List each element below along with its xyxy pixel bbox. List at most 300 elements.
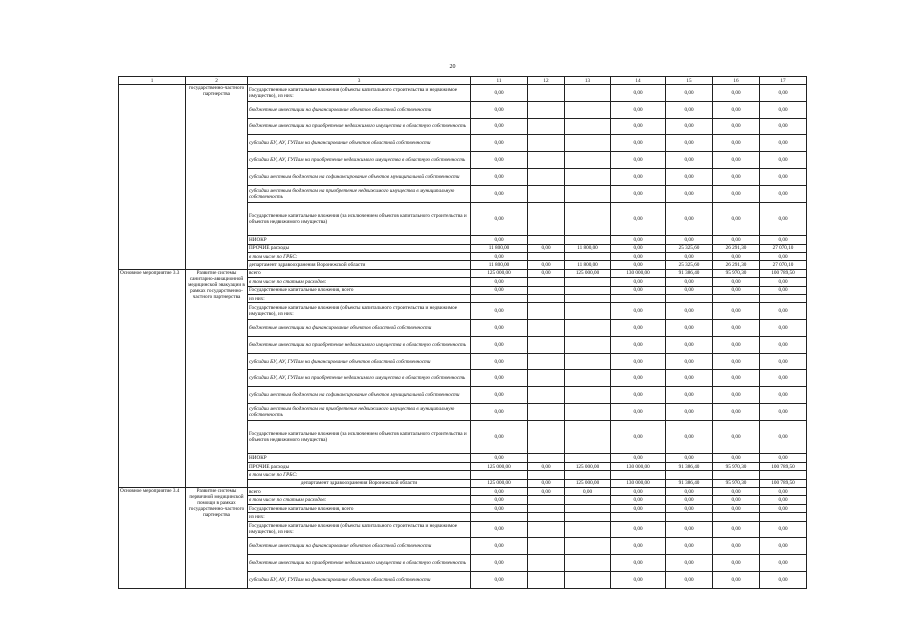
value-cell [528,336,565,353]
value-cell: 0,00 [760,320,807,337]
value-cell: 0,00 [713,488,760,496]
value-cell: 0,00 [713,168,760,185]
value-cell [528,370,565,387]
row-label: Государственные капитальные вложения (объекты капитального строительства и недвижимое имущество), из них: [248,85,471,102]
table-row [119,269,807,277]
value-cell: 0,00 [471,236,528,244]
header-row [119,77,807,85]
row-label: департамент здравоохранения Воронежской области [248,261,471,269]
value-cell: 0,00 [611,538,666,555]
value-cell: 125 000,00 [565,479,611,487]
value-cell: 0,00 [760,85,807,102]
value-cell: 125 000,00 [471,479,528,487]
column-header: 15 [666,77,713,85]
row-label: субсидии местным бюджетам на приобретение недвижимого имущества в муниципальную собственность [248,404,471,421]
value-cell: 130 000,00 [611,462,666,470]
value-cell: 91 386,40 [666,479,713,487]
value-cell: 0,00 [611,261,666,269]
value-cell: 0,00 [760,236,807,244]
row-label: в том числе по ГРБС: [248,471,471,479]
value-cell: 100 789,50 [760,462,807,470]
value-cell [565,101,611,118]
value-cell: 0,00 [713,303,760,320]
value-cell [528,420,565,454]
value-cell: 125 000,00 [565,462,611,470]
value-cell: 0,00 [471,454,528,462]
value-cell [565,152,611,169]
table-body [119,77,807,589]
value-cell [528,168,565,185]
row-label: Государственные капитальные вложения (за исключением объектов капитального строительства и объектов недвижимого имущества) [248,420,471,454]
value-cell [528,185,565,202]
value-cell: 0,00 [611,85,666,102]
value-cell: 0,00 [760,168,807,185]
value-cell: 0,00 [611,370,666,387]
value-cell: 0,00 [760,286,807,294]
value-cell: 0,00 [760,504,807,512]
value-cell [565,521,611,538]
value-cell: 0,00 [611,252,666,260]
value-cell: 0,00 [713,101,760,118]
value-cell: 0,00 [611,420,666,454]
value-cell: 0,00 [471,488,528,496]
value-cell [528,513,565,521]
value-cell [528,85,565,102]
value-cell: 0,00 [666,488,713,496]
value-cell: 0,00 [760,353,807,370]
value-cell [565,85,611,102]
value-cell: 0,00 [471,538,528,555]
value-cell: 0,00 [760,521,807,538]
column-header: 13 [565,77,611,85]
row-label: всего [248,269,471,277]
value-cell: 125 000,00 [565,269,611,277]
value-cell: 0,00 [666,252,713,260]
value-cell: 0,00 [713,252,760,260]
value-cell: 0,00 [611,488,666,496]
value-cell [528,521,565,538]
value-cell [528,454,565,462]
value-cell: 0,00 [611,496,666,504]
value-cell: 0,00 [713,538,760,555]
activity-name: Развитие системы первичной медицинской помощи в рамках государственно-частного партнерства [186,488,248,589]
value-cell: 130 000,00 [611,479,666,487]
value-cell: 0,00 [713,571,760,588]
value-cell: 0,00 [760,454,807,462]
value-cell [713,294,760,302]
value-cell: 25 325,60 [666,244,713,252]
row-label: всего [248,488,471,496]
value-cell: 0,00 [611,152,666,169]
value-cell [565,353,611,370]
value-cell: 0,00 [565,488,611,496]
value-cell: 0,00 [713,336,760,353]
row-label: в том числе по статьям расходов: [248,496,471,504]
row-label: в том числе по статьям расходов: [248,278,471,286]
row-label: субсидии БУ, АУ, ГУПам на финансирование объектов областной собственности [248,353,471,370]
row-label: ПРОЧИЕ расходы [248,244,471,252]
row-label: субсидии БУ, АУ, ГУПам на приобретение недвижимого имущества в областную собственность [248,370,471,387]
value-cell: 100 789,50 [760,269,807,277]
value-cell: 0,00 [713,370,760,387]
value-cell: 0,00 [760,387,807,404]
value-cell: 0,00 [760,152,807,169]
value-cell: 11 800,00 [565,244,611,252]
value-cell [565,185,611,202]
value-cell: 0,00 [666,555,713,572]
value-cell [565,370,611,387]
value-cell: 26 291,30 [713,261,760,269]
value-cell: 0,00 [713,152,760,169]
value-cell: 0,00 [471,420,528,454]
value-cell [565,278,611,286]
value-cell [611,471,666,479]
value-cell: 0,00 [611,244,666,252]
value-cell: 0,00 [760,488,807,496]
column-header: 16 [713,77,760,85]
value-cell: 0,00 [760,571,807,588]
value-cell: 26 291,30 [713,244,760,252]
value-cell: 130 000,00 [611,269,666,277]
column-header: 11 [471,77,528,85]
value-cell: 0,00 [471,152,528,169]
value-cell: 0,00 [471,353,528,370]
row-label: Государственные капитальные вложения, всего [248,286,471,294]
value-cell [528,504,565,512]
value-cell: 11 800,00 [471,261,528,269]
value-cell [611,513,666,521]
value-cell: 0,00 [471,252,528,260]
value-cell: 0,00 [528,269,565,277]
value-cell [565,286,611,294]
value-cell: 0,00 [666,85,713,102]
value-cell: 0,00 [760,420,807,454]
value-cell: 0,00 [760,252,807,260]
value-cell: 0,00 [666,168,713,185]
value-cell: 0,00 [471,278,528,286]
row-label: бюджетные инвестиции на финансирование объектов областной собственности [248,101,471,118]
value-cell [565,168,611,185]
value-cell: 0,00 [666,152,713,169]
value-cell [528,496,565,504]
value-cell: 27 070,10 [760,244,807,252]
value-cell: 0,00 [611,168,666,185]
value-cell [565,454,611,462]
value-cell: 0,00 [713,286,760,294]
value-cell: 0,00 [471,320,528,337]
row-label: из них: [248,513,471,521]
row-label: бюджетные инвестиции на приобретение недвижимого имущества в областную собственность [248,118,471,135]
value-cell: 0,00 [666,496,713,504]
value-cell: 0,00 [528,462,565,470]
value-cell [528,286,565,294]
value-cell: 0,00 [760,404,807,421]
value-cell: 0,00 [760,370,807,387]
value-cell: 0,00 [611,118,666,135]
row-label: Государственные капитальные вложения (объекты капитального строительства и недвижимое имущество), из них: [248,521,471,538]
value-cell: 0,00 [713,135,760,152]
activity-code [119,85,186,270]
value-cell [565,252,611,260]
value-cell: 0,00 [713,85,760,102]
value-cell [528,252,565,260]
value-cell: 0,00 [713,185,760,202]
value-cell: 0,00 [713,387,760,404]
value-cell: 0,00 [471,336,528,353]
value-cell [713,513,760,521]
value-cell [565,118,611,135]
value-cell [565,404,611,421]
value-cell: 0,00 [666,278,713,286]
value-cell [528,118,565,135]
value-cell: 95 970,30 [713,269,760,277]
row-label: бюджетные инвестиции на финансирование объектов областной собственности [248,538,471,555]
value-cell: 0,00 [713,278,760,286]
value-cell: 0,00 [611,555,666,572]
value-cell [565,294,611,302]
value-cell [528,278,565,286]
value-cell: 0,00 [528,479,565,487]
row-label: субсидии местным бюджетам на софинансирование объектов муниципальной собственности [248,387,471,404]
column-header: 12 [528,77,565,85]
value-cell [666,471,713,479]
value-cell [565,387,611,404]
value-cell [565,504,611,512]
activity-name: государственно-частного партнерства [186,85,248,270]
value-cell: 0,00 [471,168,528,185]
value-cell [528,303,565,320]
row-label: субсидии БУ, АУ, ГУПам на приобретение недвижимого имущества в областную собственность [248,152,471,169]
row-label: субсидии местным бюджетам на приобретение недвижимого имущества в муниципальную собственность [248,185,471,202]
value-cell: 0,00 [471,118,528,135]
value-cell: 0,00 [611,353,666,370]
value-cell: 0,00 [611,286,666,294]
value-cell: 0,00 [666,286,713,294]
value-cell: 0,00 [713,454,760,462]
value-cell: 0,00 [611,504,666,512]
value-cell [528,353,565,370]
value-cell: 0,00 [528,488,565,496]
value-cell: 0,00 [611,320,666,337]
value-cell: 0,00 [760,185,807,202]
activity-code: Основное мероприятие 3.4 [119,488,186,589]
value-cell: 0,00 [471,101,528,118]
row-label: Государственные капитальные вложения (за исключением объектов капитального строительства и объектов недвижимого имущества) [248,202,471,236]
value-cell [528,236,565,244]
value-cell: 0,00 [611,521,666,538]
value-cell [528,101,565,118]
value-cell: 91 386,40 [666,269,713,277]
row-label: НИОКР [248,454,471,462]
row-label: департамент здравоохранения Воронежской области [248,479,471,487]
value-cell [528,320,565,337]
value-cell: 0,00 [760,135,807,152]
value-cell [528,387,565,404]
table-row [119,85,807,102]
value-cell: 0,00 [713,521,760,538]
value-cell: 0,00 [611,336,666,353]
value-cell [528,152,565,169]
value-cell [528,135,565,152]
value-cell [528,555,565,572]
value-cell: 0,00 [713,496,760,504]
value-cell: 0,00 [760,555,807,572]
value-cell [528,404,565,421]
value-cell: 0,00 [666,571,713,588]
column-header: 17 [760,77,807,85]
value-cell: 0,00 [666,185,713,202]
value-cell: 0,00 [471,387,528,404]
value-cell [760,471,807,479]
activity-name: Развитие системы санитарно-авиационной медицинской эвакуации в рамках государственно-частного партнерства [186,269,248,487]
column-header: 3 [248,77,471,85]
column-header: 14 [611,77,666,85]
value-cell: 0,00 [713,555,760,572]
value-cell [565,555,611,572]
value-cell: 0,00 [666,118,713,135]
value-cell: 0,00 [471,185,528,202]
value-cell: 0,00 [471,202,528,236]
value-cell: 0,00 [666,101,713,118]
value-cell [666,513,713,521]
value-cell: 0,00 [471,496,528,504]
value-cell: 0,00 [666,202,713,236]
value-cell: 0,00 [666,454,713,462]
value-cell: 0,00 [471,370,528,387]
value-cell: 0,00 [760,336,807,353]
value-cell: 0,00 [713,404,760,421]
value-cell [565,236,611,244]
value-cell [565,496,611,504]
value-cell: 95 970,30 [713,462,760,470]
column-header: 1 [119,77,186,85]
value-cell: 0,00 [611,454,666,462]
value-cell: 0,00 [611,303,666,320]
value-cell [471,513,528,521]
value-cell: 0,00 [611,387,666,404]
value-cell: 0,00 [666,353,713,370]
value-cell: 0,00 [760,496,807,504]
column-header: 2 [186,77,248,85]
value-cell [528,294,565,302]
value-cell: 0,00 [760,202,807,236]
value-cell [528,471,565,479]
value-cell [565,135,611,152]
value-cell: 0,00 [471,286,528,294]
value-cell: 0,00 [471,571,528,588]
value-cell: 0,00 [666,521,713,538]
value-cell: 0,00 [471,521,528,538]
value-cell: 0,00 [611,135,666,152]
value-cell: 0,00 [611,202,666,236]
value-cell: 27 070,10 [760,261,807,269]
table-row [119,488,807,496]
value-cell: 11 800,00 [565,261,611,269]
value-cell: 95 970,30 [713,479,760,487]
value-cell: 0,00 [611,185,666,202]
value-cell [565,471,611,479]
value-cell: 0,00 [713,202,760,236]
value-cell: 0,00 [666,538,713,555]
value-cell: 0,00 [666,236,713,244]
value-cell: 0,00 [611,236,666,244]
value-cell: 0,00 [471,404,528,421]
value-cell: 11 800,00 [471,244,528,252]
value-cell: 0,00 [760,118,807,135]
value-cell: 0,00 [713,118,760,135]
row-label: субсидии БУ, АУ, ГУПам на финансирование объектов областной собственности [248,571,471,588]
value-cell: 0,00 [713,353,760,370]
row-label: НИОКР [248,236,471,244]
value-cell: 0,00 [666,370,713,387]
value-cell: 0,00 [471,303,528,320]
value-cell: 0,00 [471,555,528,572]
row-label: в том числе по ГРБС: [248,252,471,260]
value-cell [565,303,611,320]
value-cell [565,513,611,521]
value-cell [528,571,565,588]
value-cell: 0,00 [666,420,713,454]
value-cell: 0,00 [666,320,713,337]
value-cell: 0,00 [666,303,713,320]
value-cell: 0,00 [471,135,528,152]
value-cell [565,538,611,555]
value-cell [565,336,611,353]
value-cell: 125 000,00 [471,462,528,470]
row-label: Государственные капитальные вложения (объекты капитального строительства и недвижимое имущество), из них: [248,303,471,320]
value-cell [471,471,528,479]
value-cell [713,471,760,479]
value-cell [528,538,565,555]
value-cell: 0,00 [611,571,666,588]
value-cell [760,294,807,302]
value-cell [565,571,611,588]
row-label: субсидии БУ, АУ, ГУПам на финансирование объектов областной собственности [248,135,471,152]
value-cell [471,294,528,302]
value-cell: 0,00 [760,538,807,555]
value-cell [611,294,666,302]
value-cell: 0,00 [611,278,666,286]
value-cell: 91 386,40 [666,462,713,470]
value-cell: 0,00 [713,504,760,512]
value-cell: 0,00 [528,261,565,269]
value-cell: 25 325,60 [666,261,713,269]
value-cell: 0,00 [666,387,713,404]
value-cell [666,294,713,302]
value-cell: 0,00 [666,504,713,512]
row-label: бюджетные инвестиции на финансирование объектов областной собственности [248,320,471,337]
value-cell: 0,00 [666,336,713,353]
row-label: бюджетные инвестиции на приобретение недвижимого имущества в областную собственность [248,336,471,353]
value-cell: 0,00 [471,504,528,512]
row-label: Государственные капитальные вложения, всего [248,504,471,512]
value-cell [528,202,565,236]
value-cell: 0,00 [611,404,666,421]
value-cell: 0,00 [713,320,760,337]
value-cell [565,420,611,454]
value-cell: 0,00 [760,278,807,286]
row-label: из них: [248,294,471,302]
value-cell [565,320,611,337]
value-cell: 125 000,00 [471,269,528,277]
value-cell: 0,00 [611,101,666,118]
value-cell [565,202,611,236]
value-cell: 0,00 [666,404,713,421]
value-cell: 0,00 [528,244,565,252]
value-cell: 0,00 [713,420,760,454]
value-cell: 0,00 [471,85,528,102]
row-label: бюджетные инвестиции на приобретение недвижимого имущества в областную собственность [248,555,471,572]
